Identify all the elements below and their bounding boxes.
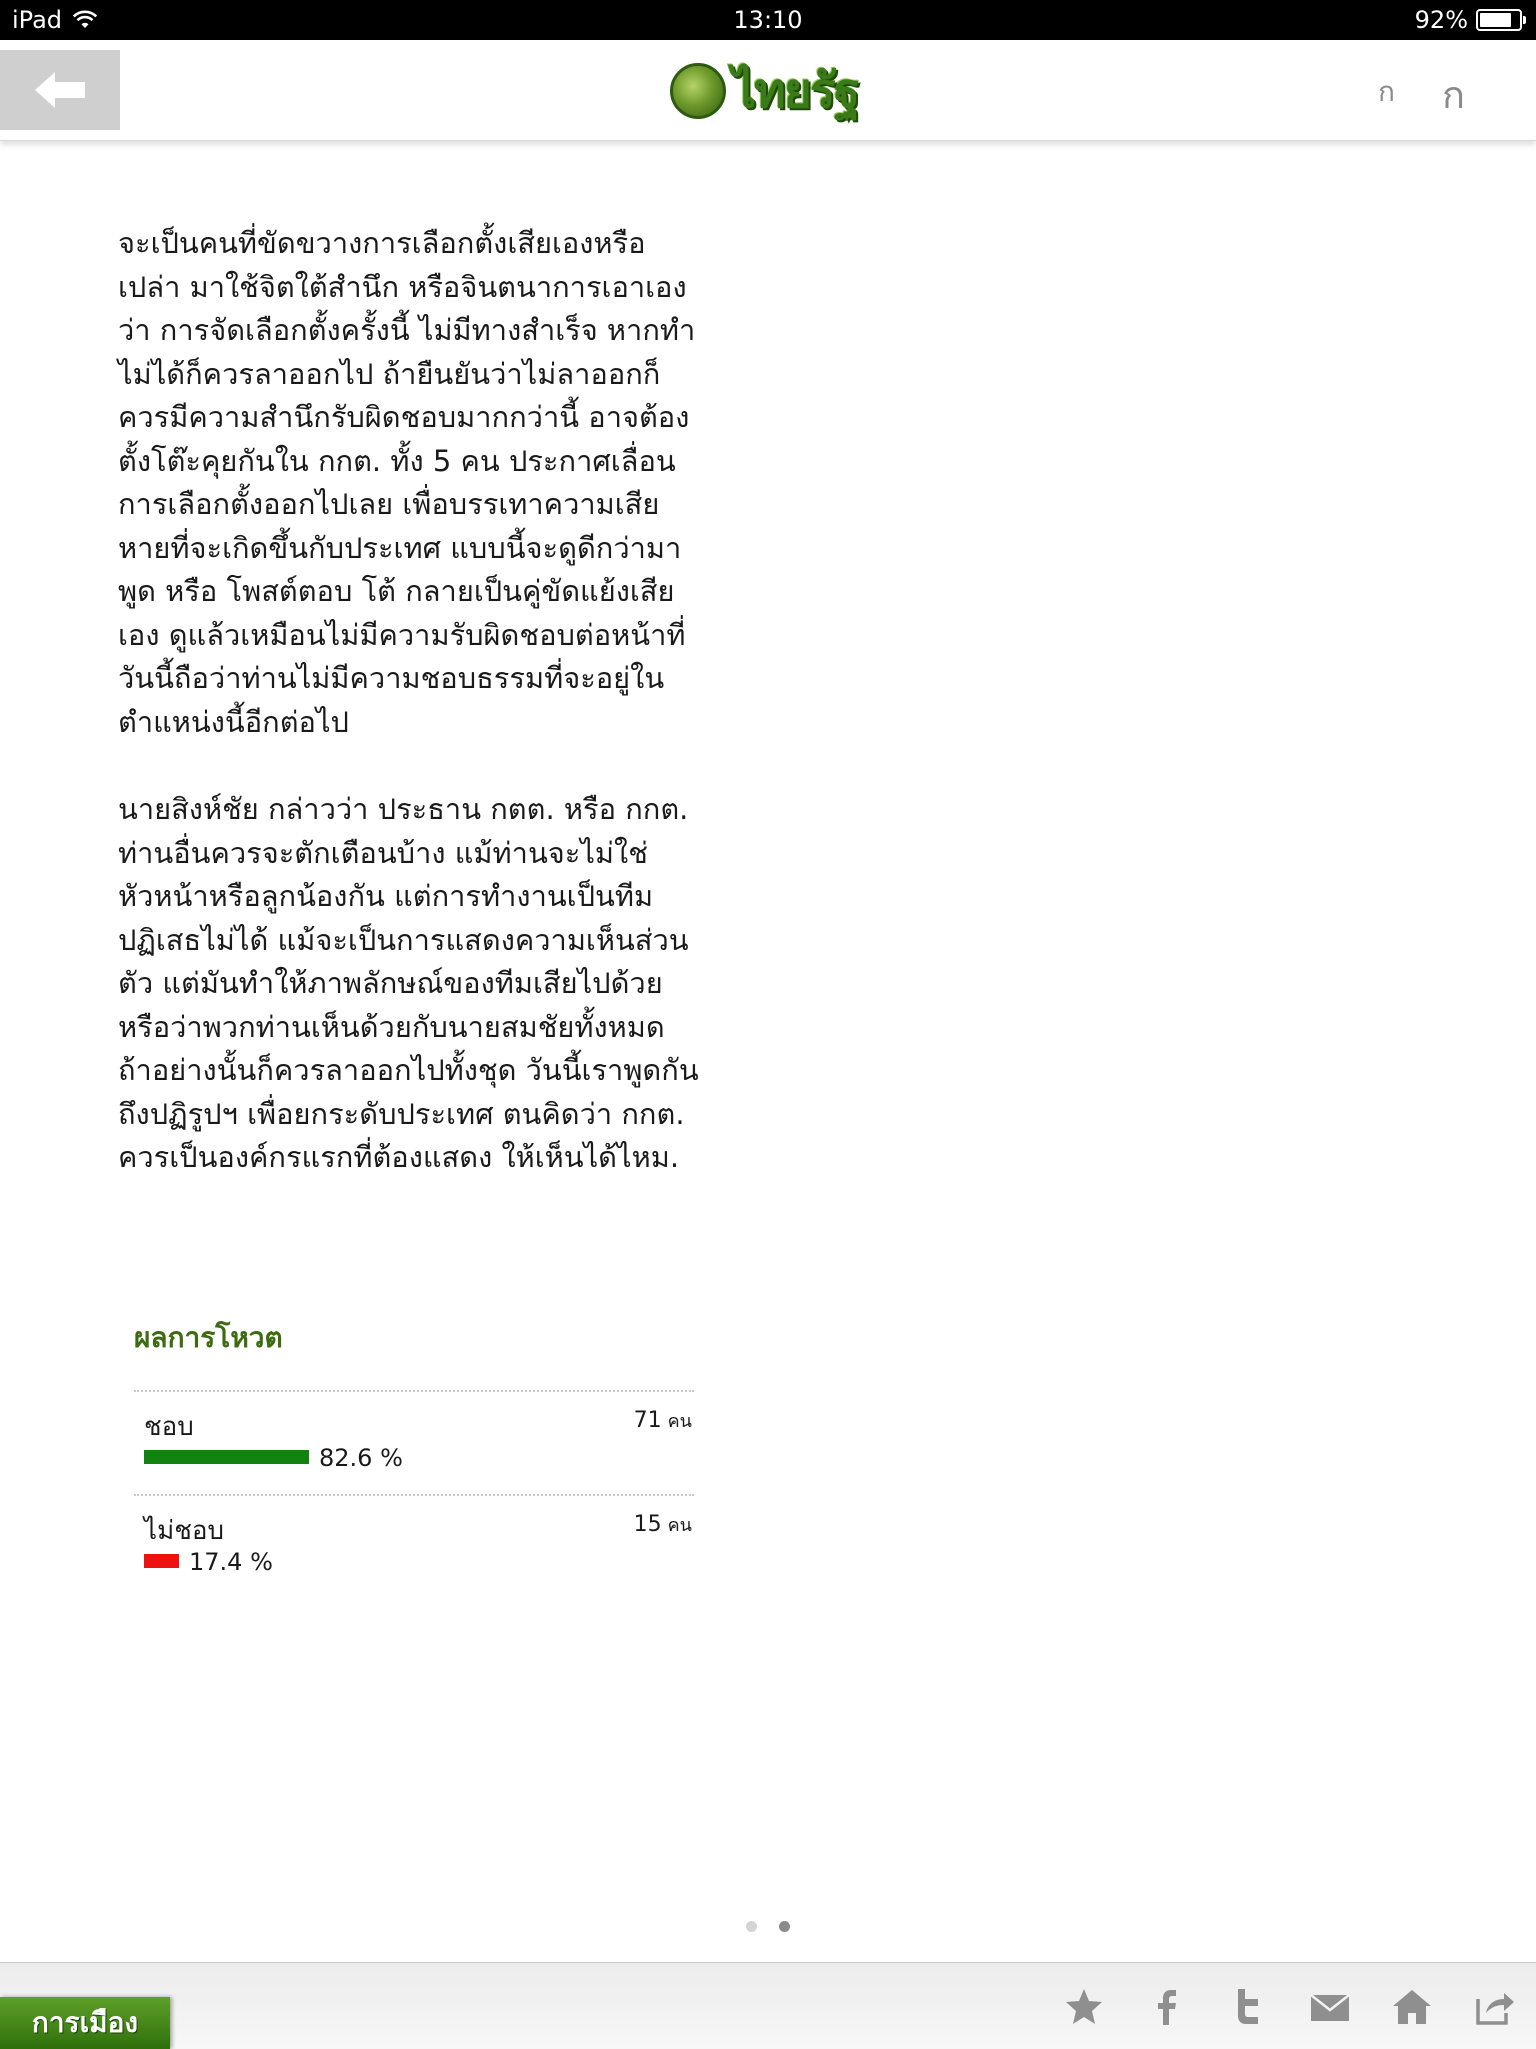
poll-option-percent: 17.4 % — [189, 1548, 273, 1576]
twitter-share-button[interactable] — [1218, 1981, 1278, 2033]
facebook-icon — [1144, 1985, 1188, 2029]
poll-option-percent: 82.6 % — [319, 1444, 403, 1472]
status-time: 13:10 — [733, 6, 803, 34]
app-header — [0, 40, 1536, 141]
logo-text: ไทยรัฐ — [732, 63, 859, 119]
device-name: iPad — [12, 6, 63, 34]
poll-title: ผลการโหวต — [134, 1321, 283, 1354]
font-increase-button[interactable]: ก — [1442, 73, 1466, 117]
poll-option-label: ไม่ชอบ — [144, 1516, 224, 1546]
poll-bar — [144, 1450, 309, 1464]
poll-option-dislike — [134, 1496, 694, 1598]
thairath-logo — [670, 56, 880, 126]
star-icon — [1062, 1985, 1106, 2029]
email-share-button[interactable] — [1300, 1981, 1360, 2033]
back-button[interactable] — [0, 50, 120, 130]
mail-icon — [1308, 1985, 1352, 2029]
home-button[interactable] — [1382, 1981, 1442, 2033]
battery-percent: 92% — [1414, 6, 1468, 34]
article-paragraph: จะเป็นคนที่ขัดขวางการเลือกตั้งเสียเองหรือ เปล่า มาใช้จิตใต้สำนึก หรือจินตนาการเอาเอง ว่า การจัดเลือกตั้งครั้งนี้ ไม่มีทางสำเร็จ หากทำ ไม่ได้ก็ควรลาออกไป ถ้ายืนยันว่าไม่ลาออกก็ ควรมีความสำนึกรับผิดชอบมากกว่านี้ อาจต้อง ตั้งโต๊ะคุยกันใน กกต. ทั้ง 5 คน ประกาศเลื่อน การเลือกตั้งออกไปเลย เพื่อบรรเทาความเสีย หายที่จะเกิดขึ้นกับประเทศ แบบนี้จะดูดีกว่ามา พูด หรือ โพสต์ตอบ โต้ กลายเป็นคู่ขัดแย้งเสีย เอง ดูแล้วเหมือนไม่มีความรับผิดชอบต่อหน้าที่ วันนี้ถือว่าท่านไม่มีความชอบธรรมที่จะอยู่ใน ตำแหน่งนี้อีกต่อไป — [118, 226, 696, 739]
poll-results — [134, 1318, 694, 1598]
logo-emblem-icon — [670, 63, 726, 119]
poll-option-like — [134, 1392, 694, 1494]
poll-bar — [144, 1554, 179, 1568]
twitter-icon — [1226, 1985, 1270, 2029]
category-tab[interactable]: การเมือง — [0, 1997, 170, 2049]
arrow-left-icon — [33, 70, 87, 110]
facebook-share-button[interactable] — [1136, 1981, 1196, 2033]
poll-option-count: 71 คน — [633, 1408, 692, 1433]
page-dot[interactable] — [746, 1921, 757, 1932]
status-right — [1415, 6, 1522, 34]
page-indicator — [0, 1921, 1536, 1932]
article-paragraph: นายสิงห์ชัย กล่าวว่า ประธาน กตต. หรือ กกต. ท่านอื่นควรจะตักเตือนบ้าง แม้ท่านจะไม่ใช่ หัวหน้าหรือลูกน้องกัน แต่การทำงานเป็นทีม ปฏิเสธไม่ได้ แม้จะเป็นการแสดงความเห็นส่วน ตัว แต่มันทำให้ภาพลักษณ์ของทีมเสียไปด้วย หรือว่าพวกท่านเห็นด้วยกับนายสมชัยทั้งหมด ถ้าอย่างนั้นก็ควรลาออกไปทั้งชุด วันนี้เราพูดกัน ถึงปฏิรูปฯ เพื่อยกระดับประเทศ ตนคิดว่า กกต. ควรเป็นองค์กรแรกที่ต้องแสดง ให้เห็นได้ไหม. — [118, 792, 699, 1174]
page-dot-active[interactable] — [779, 1921, 790, 1932]
battery-icon — [1476, 9, 1522, 31]
favorite-button[interactable] — [1054, 1981, 1114, 2033]
share-icon — [1472, 1985, 1516, 2029]
home-icon — [1390, 1985, 1434, 2029]
bottom-toolbar — [0, 1962, 1536, 2049]
share-button[interactable] — [1464, 1981, 1524, 2033]
status-bar — [0, 0, 1536, 40]
toolbar-icons — [1054, 1981, 1524, 2033]
poll-option-label: ชอบ — [144, 1412, 194, 1442]
article-body — [118, 222, 738, 1180]
font-decrease-button[interactable]: ก — [1378, 75, 1395, 108]
poll-option-count: 15 คน — [633, 1512, 692, 1537]
